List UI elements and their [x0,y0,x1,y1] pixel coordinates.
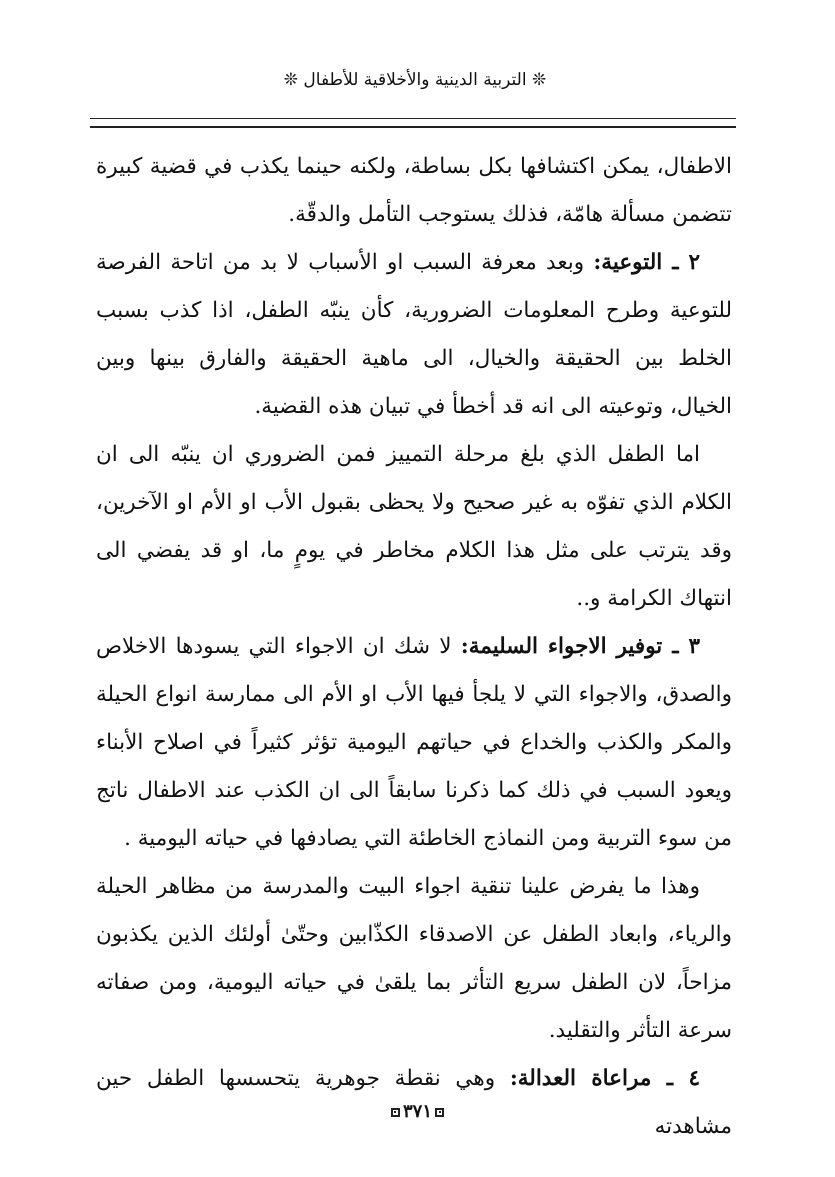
running-head: ❊ التربية الدينية والأخلاقية للأطفال ❊ [283,70,547,90]
section-heading-awareness: ٢ ـ التوعية: [593,250,700,275]
paragraph-text: اما الطفل الذي بلغ مرحلة التمييز فمن الضروري ان ينبّه الى ان الكلام الذي تفوّه به غير صحيح ولا يحظى بقبول الأب او الأم او الآخرين، وقد يترتب على مثل هذا الكلام مخاطر في يومٍ ما، او قد يفضي الى انتهاك الكرامة و.. [96,442,732,611]
paragraph-text: الاطفال، يمكن اكتشافها بكل بساطة، ولكنه حينما يكذب في قضية كبيرة تتضمن مسألة هامّة، فذلك يستوجب التأمل والدقّة. [96,154,732,227]
paragraph-text: وهذا ما يفرض علينا تنقية اجواء البيت والمدرسة من مظاهر الحيلة والرياء، وابعاد الطفل عن الاصدقاء الكذّابين وحتّىٰ أولئك الذين يكذبون مزاحاً، لان الطفل سريع التأثر بما يلقىٰ في حياته اليومية، ومن صفاته سرعة التأثر والتقليد. [96,874,732,1043]
header-rule-thin [90,118,736,119]
paragraph-text: وهي نقطة جوهرية يتحسسها الطفل حين مشاهدته [96,1066,732,1139]
page-number-ornament-icon [435,1108,444,1117]
paragraph-continuation [96,143,732,239]
page-number: ٣٧١ [402,1101,432,1122]
page-number-footer [0,1101,835,1122]
page-number-ornament-icon [391,1108,400,1117]
section-heading-justice: ٤ ـ مراعاة العدالة: [509,1066,700,1091]
paragraph-awareness [96,239,732,431]
paragraph-purifying-atmosphere [96,863,732,1055]
paragraph-text: وبعد معرفة السبب او الأسباب لا بد من اتاحة الفرصة للتوعية وطرح المعلومات الضرورية، كأن ينبّه الطفل، اذا كذب بسبب الخلط بين الحقيقة والخيال، الى ماهية الحقيقة والفارق بينها وبين الخيال، وتوعيته الى انه قد أخطأ في تبيان هذه القضية. [96,250,732,419]
section-heading-healthy-environment: ٣ ـ توفير الاجواء السليمة: [460,634,700,659]
body-text [96,143,732,1151]
paragraph-discerning-child [96,431,732,623]
header-rule-thick [90,126,736,128]
paragraph-text: لا شك ان الاجواء التي يسودها الاخلاص والصدق، والاجواء التي لا يلجأ فيها الأب او الأم الى ممارسة انواع الحيلة والمكر والكذب والخداع في حياتهم اليومية تؤثر كثيراً في اصلاح الأبناء ويعود السبب في ذلك كما ذكرنا سابقاً الى ان الكذب عند الاطفال ناتج من سوء التربية ومن النماذج الخاطئة التي يصادفها في حياته اليومية . [96,634,732,851]
paragraph-healthy-environment [96,623,732,863]
